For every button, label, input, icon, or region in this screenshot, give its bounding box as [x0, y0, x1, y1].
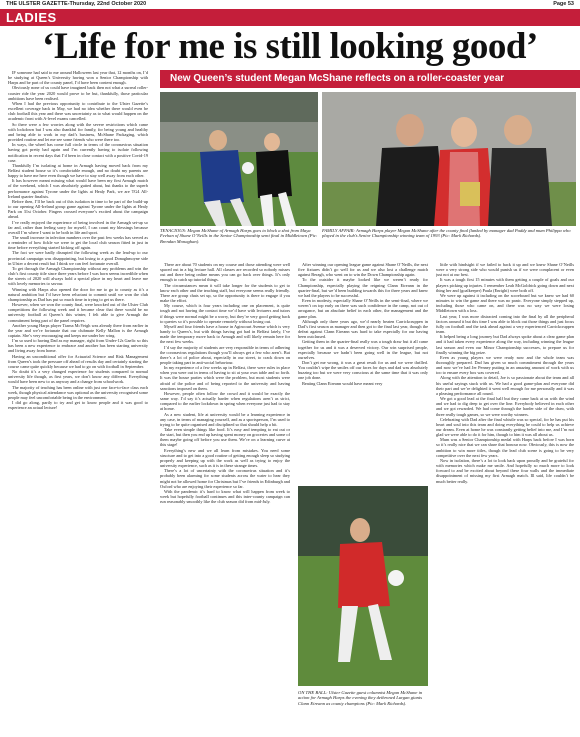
article-paragraph: I’ve really enjoyed the experience of being involved in the Armagh set-up so far and, rather than feeling sorry for myself, I can count my blessings because overall I’m where I want to be both in life and sport. — [8, 219, 148, 235]
article-paragraph: However, when we won the county final, were knocked out of the Ulster Club competitions the following week and it became clear that there would be no university football at Queen’s this winter, I felt able to give Armagh the commitment being part of the panel requires. — [8, 302, 148, 323]
article-paragraph: In ways, the wheel has come full circle in terms of the coronavirus situation having got pretty bad again and I’m currently having to isolate following notification in recent days that I’d been in close contact with a positive Covid-19 case. — [8, 142, 148, 163]
section-label: LADIES — [6, 10, 57, 25]
article-paragraph: The majority of teaching has been online with just one face-to-face class each week, though physical attendance was optional as the university recognised some people may feel uncomfortable being in the environment. — [8, 384, 148, 400]
article-paragraph: The circumstances mean it will take longer for the students to get to know each other and the teaching staff, but everyone seems really friendly. There are group chats set up, so the opportunity is there to engage if you make the effort. — [160, 282, 290, 304]
article-paragraph: I did go along, partly to try and get to know people and it was good to experience an actual lecture! — [8, 400, 148, 411]
page-number: Page 53 — [553, 1, 574, 7]
action-photo-icon — [298, 486, 428, 686]
article-paragraph: The fact we were badly disrupted the following week as the lead-up to our provincial campaign was disappointing, but losing to a good Donaghmoyne side in Ulster a decent result but I think we can feel fortunate overall. — [8, 250, 148, 266]
article-paragraph: The small increase in infection numbers over the past few weeks has served as a reminder of how fickle we were to get the local club season fitted in just in time before everything started kicking off again. — [8, 235, 148, 251]
family-photo-icon — [322, 92, 576, 226]
article-paragraph: Everything’s new and we all learn from mistakes. You need some structure and to get into a good routine of getting enough sleep so studying properly and keeping up with the work as well as trying to enjoy the university experience, such as it is in these strange times. — [160, 447, 290, 469]
caption-tenacious: TENACIOUS: Megan McShane of Armagh Harps goes to block a shot from Maya Feehan of Shane O’Neills in the Senior Championship semi final in Middletown (Pic: Brendan Monaghan). — [160, 228, 318, 244]
article-paragraph: Before then, I’ll be back out of this isolation in time to be part of the build-up to our opening All-Ireland group game against Tyrone under the lights at Healy Park on 31st October. Fingers crossed everyone’s excited about the campaign ahead. — [8, 198, 148, 220]
article-paragraph: We were up against it including on the scoreboard but we knew we had 60 minutes to win the game and there was no panic. Everyone simply stepped up, including those who came on, and there was no way we were losing Middletown with a loss. — [436, 292, 574, 314]
article-column-4 — [436, 262, 574, 732]
article-paragraph: To the outsider it maybe looked like we weren’t ready for Championship, especially playing the reigning Clann Eireann in the quarter-final, but we’d been building towards this for three years and knew we had the players to be successful. — [298, 277, 428, 298]
article-paragraph: I’d say the majority of students are very responsible in terms of adhering the coronavirus regulations though you’ll always get a few who aren’t. But there’s a lot of police about, especially in our street, to crack down on people taking part in anti-social behaviour. — [160, 344, 290, 365]
article-paragraph: little with hindsight if we failed to back it up and we knew Shane O’Neills were a very strong side who would punish us if we were complacent or even just not at our best. — [436, 262, 574, 278]
article-paragraph: We got a good lead at the final half but they came back at us with the wind and we had to dig deep to get over the line. Everybody believed in each other and we got rewarded. We had come through the harder side of the draw, with three really tough games, so we were worthy winners. — [436, 396, 574, 417]
article-paragraph: As a new student, life at university would be a learning experience in any case, in terms of managing yourself, and as a sportsperson, I’m used to trying to be quite organised and disciplined so that should help a bit. — [160, 411, 290, 427]
caption-family-affair: FAMILY AFFAIR: Armagh Harps player Megan McShane after the county final flanked by manager dad Paddy and mum Philippa who played in the club’s Senior Championship winning team of 1993 (Pic: Mark Richards). — [322, 228, 571, 239]
article-paragraph: Don’t get me wrong, it was a great result for us and we were thrilled. You couldn’t wipe the smiles off our faces for days and dad was absolutely buzzing too but we were very conscious at the same time that it was only one job done. — [298, 359, 428, 381]
article-paragraph: My course, which is four years including one on placement, is quite tough and not having the contact time we’d have with lecturers and tutors if things were normal might be a worry, but they’re very good getting back to queries so it’s possible to operate remotely without losing out. — [160, 303, 290, 324]
article-paragraph: It has however meant missing what would have been my first Armagh match of the weekend, which I was absolutely gutted about, but thanks to the superb performance against Tyrone under the lights at Healy Park, we are TG4 All-Ireland quarter finalists. — [8, 178, 148, 199]
article-paragraph: When I had the previous opportunity to contribute to the Ulster Gazette’s excellent coverage back in May, we had no idea whether there would even be club football this year and there was uncertainty as to what would happen on the academic front with A-level exams cancelled. — [8, 100, 148, 122]
article-paragraph: Having an unconditional offer for Actuarial Science and Risk Management from Queen’s took the pressure off ahead of results day and certainly starting the course came quite quickly because we had to go on with football in September. — [8, 353, 148, 369]
article-paragraph: Obviously none of us could have imagined back then not what a surreal roller-coaster ride the year 2020 would prove to be but, thankfully, those particular ambitions have been realised. — [8, 85, 148, 101]
article-column-2 — [160, 262, 290, 732]
article-paragraph: To get through the Armagh Championship without any problems and win the club’s first county title since three years before I was born seems incredible when the streets of 2020 will always hold a special place in my heart and leave me with lovely memories to savour. — [8, 265, 148, 287]
article-paragraph: So there were a few worries along with the severe restrictions which came with lockdown but I was also thankful for family, for being young and healthy and being able to work in my dad’s business, McShane Packaging, which provided routine and let me see some friends who were there too. — [8, 121, 148, 143]
article-paragraph: After winning our opening league game against Shane O’Neills, the next five fixtures didn’t go well for us and we also lost a challenge match against Beragh, who went on to win the Down Championship again. — [298, 262, 428, 278]
headline: ‘Life for me is still looking good’ — [42, 26, 538, 67]
article-paragraph: Last year, I was more distracted coming into the final by all the peripheral factors around it but this time I was able to block out those things and just focus fully on football and the task ahead against a very experienced Carrickcruppen team. — [436, 313, 574, 335]
article-column-3 — [298, 262, 428, 480]
photo-on-the-ball — [298, 486, 428, 686]
article-paragraph: It helped being a long journey but Dad always spoke about a clear game plan and it had taken every experience along the way, including winning the league last season and even our Minor Championship successes, to prepare us for finally winning the big prize. — [436, 334, 574, 355]
article-paragraph: It was a tough first 15 minutes with them getting a couple of goals and our players picking up injuries. I remember Leah McGoldrick going down and next thing her and (goalkeeper) Paula (Enright) were both off. — [436, 277, 574, 293]
article-paragraph: No doubt it’s a very changed experience for students compared to normal university life though, as first years, we don’t know any different. Everything would have been new to us anyway and a change from schoolwork. — [8, 369, 148, 385]
article-paragraph: Beating Clann Eireann would have meant very — [302, 380, 383, 386]
caption-on-the-ball: ON THE BALL: Ulster Gazette guest columnist Megan McShane in action for Armagh Harps the evening they dethroned Lurgan giants Clann Eireann as county champions (Pic: Mark Richards). — [298, 690, 423, 706]
article-paragraph: IF someone had said to me around Halloween last year that, 12 months on, I’d be studying at Queen’s University having won a Senior Championship with Harps and be part of the county panel, I’d have been content enough. — [8, 70, 148, 86]
article-paragraph: Although only three years ago, we’d nearly beaten Carrickcruppen in Dad’s first season as manager and then got to the final last year, though the defeat against Clann Eireann was hard to take especially for our having been outclassed. — [298, 318, 428, 340]
subheadline: New Queen’s student Megan McShane reflects on a roller-coaster year — [160, 70, 580, 88]
masthead — [0, 0, 580, 8]
article-paragraph: Another young Harps player Tiarna McVeigh was already there from earlier in the year and we’re fortunate that our clubmate Kelly Mallon is the Armagh captain. She’s very encouraging and keeps me under her wing. — [8, 322, 148, 338]
article-paragraph: Along with the attention to detail, Joe is so passionate about the team and all his useful sayings stuck with us. We had a good game-plan and everyone did their part and we’re delighted it went well enough for me personally and it was a pleasing performance all round. — [436, 375, 574, 396]
article-paragraph: Celebrating with Dad after the final whistle was so special, for he has put his heart and soul into this team and doing everything he could to help us achieve our dream. Even at home he was constantly getting belief into me, and I’m not glad we were able to do it for him, though to him it was all about us. — [436, 416, 574, 438]
photo-tenacious — [160, 92, 318, 226]
masthead-date: THE ULSTER GAZETTE-Thursday, 22nd October 2020 — [6, 1, 147, 7]
article-paragraph: Take even simple things like food. It’s easy and tempting to eat out or the start, but then you end up having spent money on groceries and some of them maybe going off before you use them. We’re on a learning curve at this stage! — [160, 427, 290, 448]
article-paragraph: In my experience of a few weeks up in Belfast, there were rules in place when you were out in terms of having to sit at your own table and so forth. It was the house parties which were the problem, but most students were afraid of the police and of being reported to the university and having sanctions imposed on them. — [160, 365, 290, 391]
article-paragraph: Now in isolation, there’s a lot to look back upon proudly and be grateful for with memories which make me smile. And hopefully so much more to look forward to and be excited about beyond these four walls and the immediate disappointment of missing my first Armagh match. Ill said, life couldn’t be much better really. — [436, 457, 574, 484]
article-paragraph: I’m so used to having Dad as my manager, right from Under-12s Gaelic so this has been a new experience to embrace and another has been starting university and living away from home. — [8, 338, 148, 354]
article-paragraph: With the pandemic it’s hard to know what will happen from week to week but hopefully football continues and this inter-county campaign can run reasonably smoothly like the club season did from mid-July. — [160, 488, 290, 505]
article-paragraph: Winning with Harps also opened the door for me to go to county as it’s a natural ambition but I’d have been reluctant to commit until we won the club championship as Dad has put so much time in trying to get us there. — [8, 286, 148, 302]
players-photo-icon — [160, 92, 318, 226]
article-paragraph: Thankfully I’m isolating at home in Armagh having moved back from my Belfast student house so it’s comfortable enough, and no doubt my parents are happy to have me here even though we have to stay well away from each other. — [8, 162, 148, 179]
article-paragraph: There are about 70 students on my course and those attending were well spaced out in a big lecture hall. All classes are recorded so nobody misses out and there being online means you can go back over things. It’s only enough to catch up tutorial things. — [160, 262, 290, 283]
article-paragraph: Mum was a Senior Championship medal with Harps back before I was born so it’s really nice that we can share that honour now. Obviously, this is now the ambition to win more titles, though the lead club scene is going to be very competitive over the next few years. — [436, 437, 574, 458]
article-paragraph: There’s a lot of uncertainty with the coronavirus situation and it’s probably been alarming for some students across the water to hear they might not be allowed home for Christmas but I’ve friends in Edinburgh and Oxford who are enjoying their experience so far. — [160, 468, 290, 489]
section-bar — [0, 9, 580, 26]
photo-family-affair — [322, 92, 576, 226]
article-paragraph: However, people often follow the crowd and it would be exactly the same way. I’d say it’s actually harder when regulations aren’t as strict, compared to the earlier lockdown in spring when everyone just had to stay at home. — [160, 390, 290, 412]
article-column-1 — [8, 70, 148, 732]
article-paragraph: Getting them in the quarter-final really was a tough draw but it all came together for us and it was a deserved victory. Our win surprised people, especially because we hadn’t been going well in the league, but not ourselves. — [298, 339, 428, 360]
article-paragraph: Myself and four friends have a house in Agincourt Avenue which is very handy to Queen’s, but with things having got bad in Belfast lately, I’ve made the temporary move back to Armagh and will likely remain here for the next few weeks. — [160, 323, 290, 345]
article-paragraph: Even in modesty, especially Shane O’Neills in the semi-final, where we weren’t on top early on there was such confidence in the camp, not out of arrogance, but an absolute belief in each other, the management and the game plan. — [298, 298, 428, 319]
article-paragraph: Even as young players we were ready now and the whole team was thoroughly prepared. Dad has given so much commitment through the years and now we’ve had Jer Penney putting in an amazing amount of work with us too to ensure every box was covered. — [436, 354, 574, 376]
